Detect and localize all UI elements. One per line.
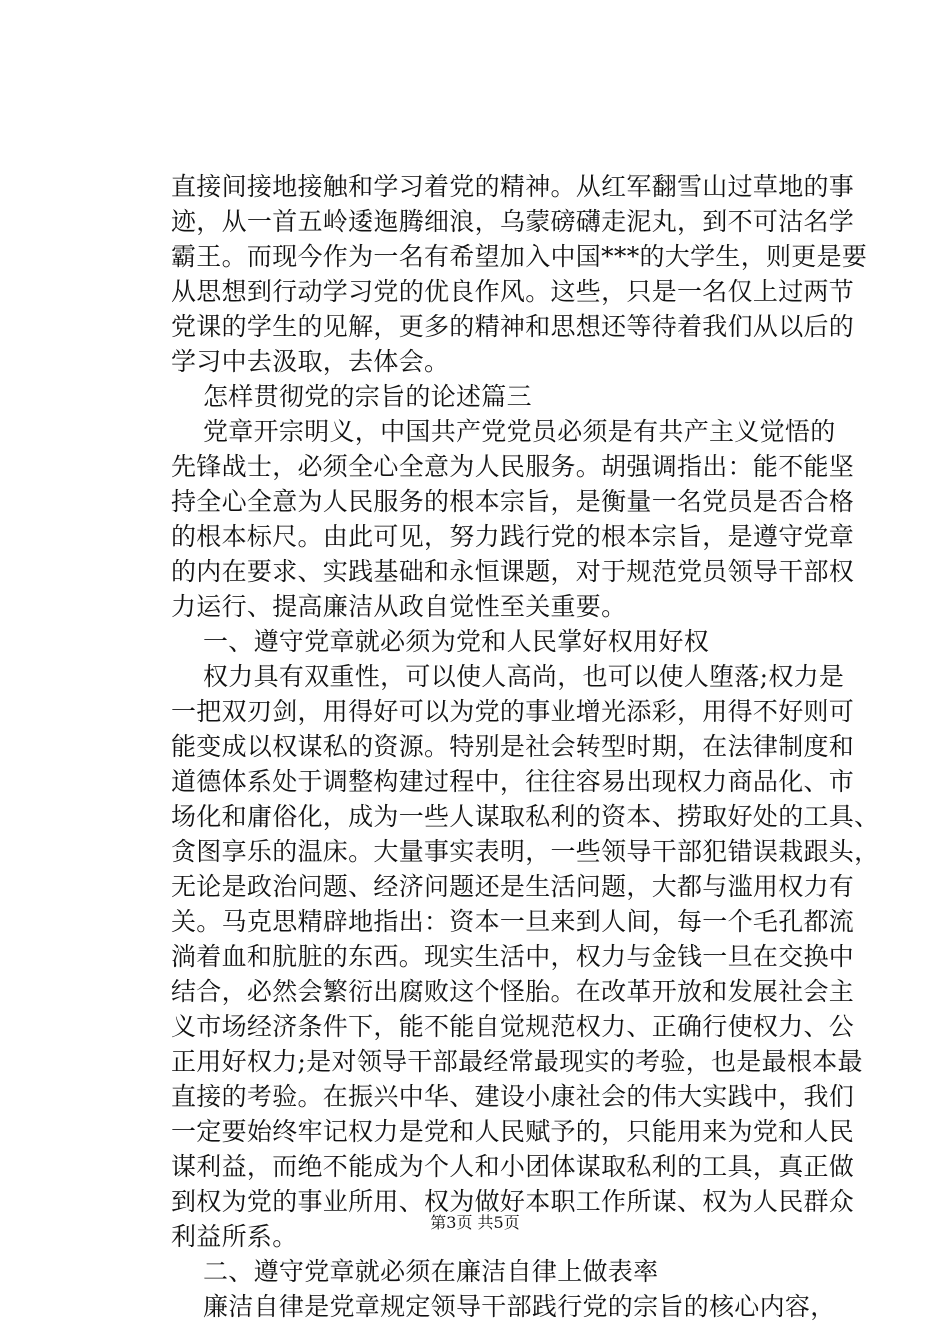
text-line: 直接间接地接触和学习着党的精神。从红军翻雪山过草地的事	[171, 172, 855, 201]
text-line: 直接的考验。在振兴中华、建设小康社会的伟大实践中，我们	[171, 1082, 855, 1111]
text-line: 道德体系处于调整构建过程中，往往容易出现权力商品化、市	[171, 767, 855, 796]
text-line: 霸王。而现今作为一名有希望加入中国***的大学生，则更是要	[171, 242, 868, 271]
text-line: 一把双刃剑，用得好可以为党的事业增光添彩，用得不好则可	[171, 697, 855, 726]
text-line: 的根本标尺。由此可见，努力践行党的根本宗旨，是遵守党章	[171, 522, 855, 551]
text-line: 从思想到行动学习党的优良作风。这些，只是一名仅上过两节	[171, 277, 855, 306]
text-line: 无论是政治问题、经济问题还是生活问题，大都与滥用权力有	[171, 872, 855, 901]
paragraph-start-line: 廉洁自律是党章规定领导干部践行党的宗旨的核心内容，	[203, 1292, 836, 1321]
text-line: 持全心全意为人民服务的根本宗旨，是衡量一名党员是否合格	[171, 487, 855, 516]
text-line: 迹，从一首五岭逶迤腾细浪，乌蒙磅礴走泥丸，到不可沽名学	[171, 207, 855, 236]
section-heading: 怎样贯彻党的宗旨的论述篇三	[203, 382, 532, 411]
subsection-heading-1: 一、遵守党章就必须为党和人民掌好权用好权	[203, 627, 710, 656]
text-line: 义市场经济条件下，能不能自觉规范权力、正确行使权力、公	[171, 1012, 855, 1041]
text-line: 的内在要求、实践基础和永恒课题，对于规范党员领导干部权	[171, 557, 855, 586]
text-line: 到权为党的事业所用、权为做好本职工作所谋、权为人民群众	[171, 1187, 855, 1216]
text-line: 党课的学生的见解，更多的精神和思想还等待着我们从以后的	[171, 312, 855, 341]
text-line: 谋利益，而绝不能成为个人和小团体谋取私利的工具，真正做	[171, 1152, 855, 1181]
document-body	[171, 169, 880, 1324]
text-line: 淌着血和肮脏的东西。现实生活中，权力与金钱一旦在交换中	[171, 942, 855, 971]
text-line: 能变成以权谋私的资源。特别是社会转型时期，在法律制度和	[171, 732, 855, 761]
text-line: 一定要始终牢记权力是党和人民赋予的，只能用来为党和人民	[171, 1117, 855, 1146]
text-line: 场化和庸俗化，成为一些人谋取私利的资本、捞取好处的工具、	[171, 802, 880, 831]
page-number-footer: 第3页 共5页	[430, 1213, 520, 1232]
text-line: 结合，必然会繁衍出腐败这个怪胎。在改革开放和发展社会主	[171, 977, 855, 1006]
paragraph-start-line: 党章开宗明义，中国共产党党员必须是有共产主义觉悟的	[203, 417, 836, 446]
subsection-heading-2: 二、遵守党章就必须在廉洁自律上做表率	[203, 1257, 659, 1286]
text-line: 关。马克思精辟地指出：资本一旦来到人间，每一个毛孔都流	[171, 907, 855, 936]
text-line: 先锋战士，必须全心全意为人民服务。胡强调指出：能不能坚	[171, 452, 855, 481]
text-line: 正用好权力;是对领导干部最经常最现实的考验，也是最根本最	[171, 1047, 863, 1076]
text-line: 利益所系。	[171, 1222, 298, 1251]
paragraph-start-line: 权力具有双重性，可以使人高尚，也可以使人堕落;权力是	[203, 662, 845, 691]
text-line: 贪图享乐的温床。大量事实表明，一些领导干部犯错误栽跟头，	[171, 837, 880, 866]
text-line: 学习中去汲取，去体会。	[171, 347, 450, 376]
text-line: 力运行、提高廉洁从政自觉性至关重要。	[171, 592, 627, 621]
